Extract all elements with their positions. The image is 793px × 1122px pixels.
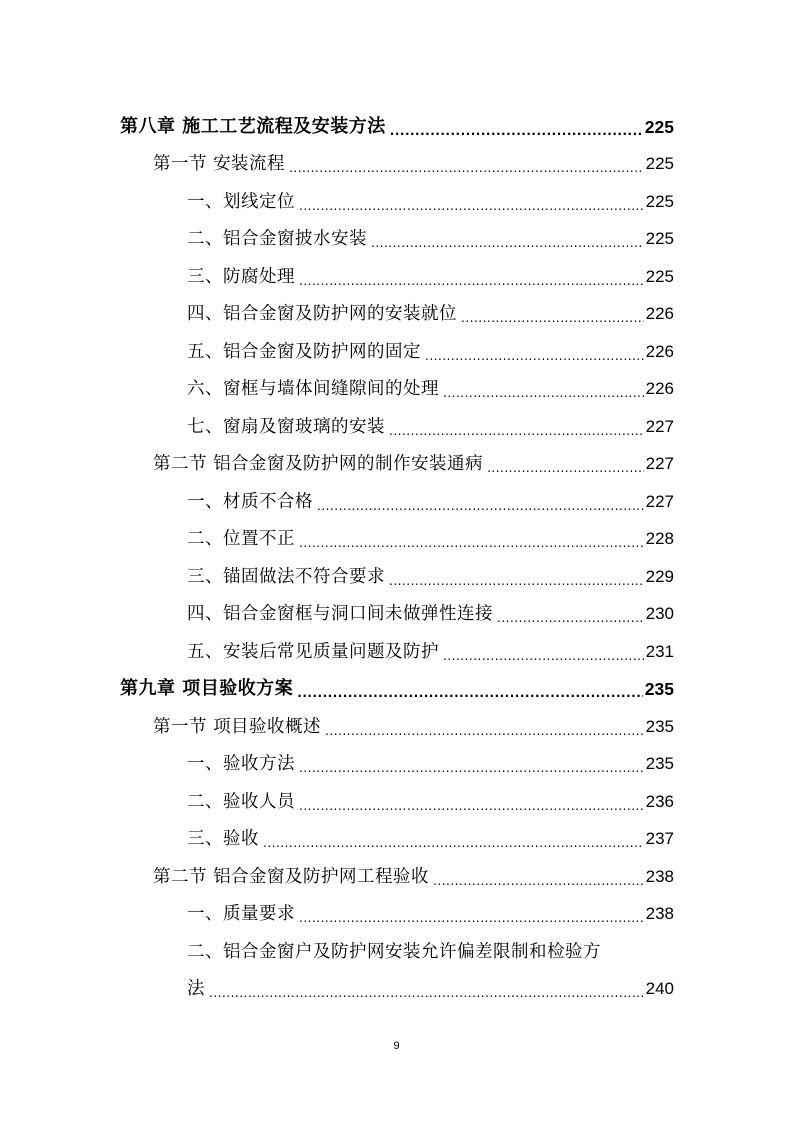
toc-entry-item[interactable] <box>187 588 674 626</box>
toc-entry-title: 第九章 项目验收方案 <box>120 678 294 699</box>
dot-leader <box>371 228 644 250</box>
dot-leader <box>263 828 644 850</box>
dot-leader <box>390 116 643 138</box>
dot-leader <box>325 716 644 738</box>
toc-entry-page: 225 <box>645 229 674 248</box>
toc-entry-section[interactable] <box>153 438 674 476</box>
toc-entry-title: 第二节 铝合金窗及防护网的制作安装通病 <box>153 454 484 474</box>
toc-entry-page: 225 <box>645 191 674 211</box>
dot-leader <box>297 678 643 700</box>
toc-entry-page: 236 <box>645 791 674 811</box>
toc-entry-title: 法 <box>187 979 205 999</box>
toc-entry-section[interactable] <box>153 138 674 176</box>
toc-entry-title: 三、锚固做法不符合要求 <box>187 566 385 587</box>
toc-entry-page: 235 <box>645 754 674 773</box>
toc-entry-title: 五、铝合金窗及防护网的固定 <box>187 341 421 362</box>
toc-entry-item[interactable] <box>187 550 674 588</box>
toc-entry-item[interactable] <box>187 400 674 438</box>
toc-entry-item[interactable] <box>187 625 674 663</box>
toc-entry-section[interactable] <box>153 700 674 738</box>
toc-entry-item-wrapped-line1[interactable] <box>187 925 674 963</box>
toc-entry-item[interactable] <box>187 175 674 213</box>
toc-entry-page: 226 <box>645 341 674 361</box>
toc-entry-page: 227 <box>645 454 674 473</box>
toc-entry-title: 二、铝合金窗披水安装 <box>187 229 367 249</box>
dot-leader <box>443 378 644 400</box>
dot-leader <box>487 453 644 475</box>
toc-entry-page: 230 <box>645 604 674 623</box>
toc-entry-item[interactable] <box>187 813 674 851</box>
toc-entry-chapter-9[interactable] <box>120 663 674 701</box>
toc-entry-title: 六、窗框与墙体间缝隙间的处理 <box>187 379 439 399</box>
toc-entry-page: 225 <box>645 154 674 173</box>
toc-entry-page: 226 <box>645 304 674 323</box>
dot-leader <box>299 903 644 925</box>
toc-entry-page: 225 <box>644 116 674 137</box>
dot-leader <box>299 791 644 813</box>
toc-entry-item[interactable] <box>187 888 674 926</box>
page-number: 9 <box>393 1040 400 1052</box>
toc-entry-title: 二、铝合金窗户及防护网安装允许偏差限制和检验方 <box>187 941 601 962</box>
dot-leader <box>389 416 644 438</box>
toc-entry-page: 231 <box>645 641 674 661</box>
toc-entry-item[interactable] <box>187 738 674 776</box>
toc-entry-title: 三、防腐处理 <box>187 266 295 287</box>
toc-entry-title: 一、划线定位 <box>187 191 295 212</box>
dot-leader <box>289 153 644 175</box>
toc-entry-page: 238 <box>645 904 674 923</box>
toc-entry-title: 五、安装后常见质量问题及防护 <box>187 641 439 662</box>
toc-entry-title: 一、材质不合格 <box>187 491 313 512</box>
toc-entry-title: 四、铝合金窗框与洞口间未做弹性连接 <box>187 604 493 624</box>
toc-entry-title: 一、质量要求 <box>187 904 295 924</box>
toc-entry-item[interactable] <box>187 363 674 401</box>
dot-leader <box>299 753 644 775</box>
toc-entry-page: 228 <box>645 529 674 548</box>
toc-entry-item[interactable] <box>187 325 674 363</box>
dot-leader <box>461 303 644 325</box>
toc-entry-item[interactable] <box>187 775 674 813</box>
dot-leader <box>209 978 644 1000</box>
toc-entry-page: 237 <box>645 829 674 848</box>
toc-entry-item[interactable] <box>187 288 674 326</box>
toc-entry-item[interactable] <box>187 213 674 251</box>
toc-entry-item[interactable] <box>187 475 674 513</box>
toc-entry-item-wrapped-line2[interactable] <box>187 963 674 1001</box>
toc-entry-title: 第二节 铝合金窗及防护网工程验收 <box>153 866 430 887</box>
dot-leader <box>443 641 644 663</box>
dot-leader <box>389 566 644 588</box>
dot-leader <box>299 266 644 288</box>
toc-entry-item[interactable] <box>187 513 674 551</box>
toc-entry-page: 235 <box>644 679 674 699</box>
toc-entry-title: 一、验收方法 <box>187 754 295 774</box>
toc-entry-page: 238 <box>645 866 674 886</box>
toc-entry-title: 第一节 安装流程 <box>153 154 286 174</box>
toc-entry-page: 225 <box>645 266 674 286</box>
toc-entry-title: 二、验收人员 <box>187 791 295 812</box>
dot-leader <box>299 191 644 213</box>
dot-leader <box>497 603 644 625</box>
toc-entry-title: 三、验收 <box>187 829 259 849</box>
toc-entry-title: 七、窗扇及窗玻璃的安装 <box>187 416 385 437</box>
toc-entry-title: 四、铝合金窗及防护网的安装就位 <box>187 304 457 324</box>
toc-entry-page: 226 <box>645 379 674 398</box>
toc-entry-title: 第一节 项目验收概述 <box>153 716 322 737</box>
toc-entry-chapter-8[interactable] <box>120 100 674 138</box>
toc-entry-page: 227 <box>645 491 674 511</box>
toc-entry-title: 二、位置不正 <box>187 529 295 549</box>
dot-leader <box>317 491 644 513</box>
toc-entry-item[interactable] <box>187 250 674 288</box>
dot-leader <box>425 341 644 363</box>
toc-entry-section[interactable] <box>153 850 674 888</box>
toc-entry-page: 235 <box>645 716 674 736</box>
dot-leader <box>299 528 644 550</box>
toc-entry-page: 240 <box>645 979 674 998</box>
toc-entry-title: 第八章 施工工艺流程及安装方法 <box>120 115 386 137</box>
toc-entry-page: 229 <box>645 566 674 586</box>
dot-leader <box>433 866 644 888</box>
toc-entry-page: 227 <box>645 416 674 436</box>
